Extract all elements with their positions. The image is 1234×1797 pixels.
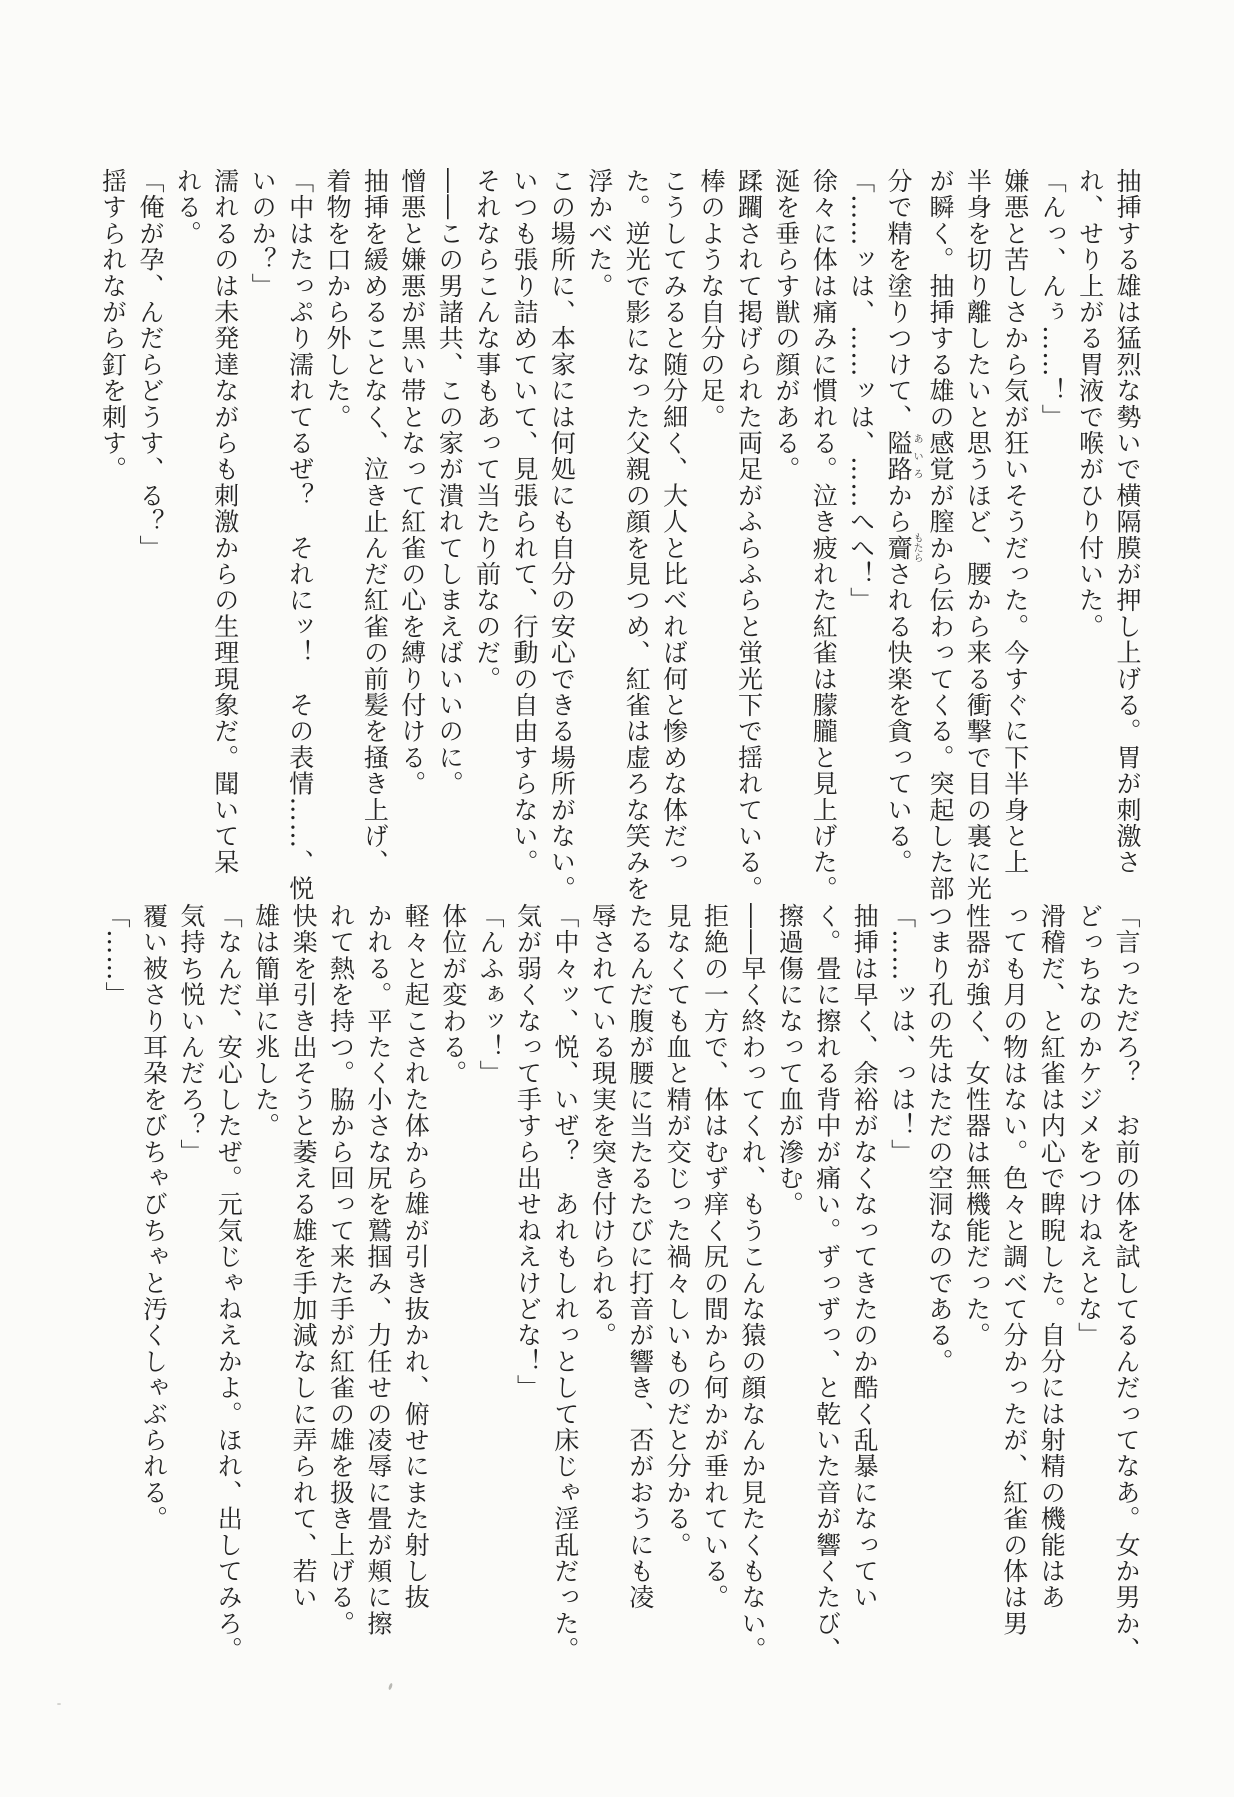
text-column: 辱されている現実を突き付けられる。: [588, 903, 618, 1349]
text-column: 拒絶の一方で、体はむず痒く尻の間から何かが垂れている。: [700, 903, 730, 1611]
scan-speck: [57, 1703, 61, 1705]
text-column: 「なんだ、安心したぜ。元気じゃねえかよ。ほれ、出してみろ。: [214, 903, 244, 1663]
text-column: 擦過傷になって血が滲む。: [775, 903, 805, 1218]
text-column: 分で精を塗りつけて、隘路あいろから齎もたらされる快楽を貪っている。: [884, 168, 923, 876]
text-column: 見なくても血と精が交じった禍々しいものだと分かる。: [663, 903, 693, 1558]
text-column: れる。: [173, 168, 203, 247]
text-column: 「言っただろ？ お前の体を試してるんだってなあ。女か男か、: [1112, 903, 1141, 1663]
text-column: 「中々ッ、悦、いぜ？ あれもしれっとして床じゃ淫乱だった。: [550, 903, 580, 1663]
text-column: 嫌悪と苦しさから気が狂いそうだった。今すぐに下半身と上: [1000, 168, 1030, 876]
text-column: 「……ッは、……ッは、……へへ！」: [846, 168, 876, 614]
text-column: 涎を垂らす獣の顔がある。: [771, 168, 801, 483]
text-column: 蹂躙されて掲げられた両足がふらふらと蛍光下で揺れている。: [734, 168, 764, 902]
text-column: 濡れるのは未発達ながらも刺激からの生理現象だ。聞いて呆: [210, 168, 240, 876]
text-column: 「んっ、んぅ……！」: [1038, 168, 1068, 430]
text-column: 「……」: [102, 903, 132, 1008]
text-column: 気が弱くなって手すら出せねえけどな！」: [513, 903, 543, 1401]
text-column: く。畳に擦れる背中が痛い。ずっずっ、と乾いた音が響くたび、: [812, 903, 842, 1663]
text-column: 抽挿を緩めることなく、泣き止んだ紅雀の前髪を掻き上げ、: [360, 168, 390, 876]
text-column: 抽挿する雄は猛烈な勢いで横隔膜が押し上げる。胃が刺激さ: [1113, 168, 1142, 876]
text-column: 憎悪と嫌悪が黒い帯となって紅雀の心を縛り付ける。: [397, 168, 427, 797]
scan-speck: [388, 1683, 393, 1691]
text-column: 性器が強く、女性器は無機能だった。: [962, 903, 992, 1349]
text-column: 気持ち悦いんだろ？」: [176, 903, 206, 1165]
top-text-block: [94, 168, 1146, 902]
text-column: 「中はたっぷり濡れてるぜ？ それにッ！ その表情……、悦: [285, 168, 315, 902]
text-column: どっちなのかケジメをつけねえとな」: [1074, 903, 1104, 1349]
text-column: れて熱を持つ。脇から回って来た手が紅雀の雄を扱き上げる。: [326, 903, 356, 1637]
text-column: 徐々に体は痛みに慣れる。泣き疲れた紅雀は朦朧と見上げた。: [809, 168, 839, 902]
text-column: いのか？」: [248, 168, 278, 299]
text-column: かれる。平たく小さな尻を鷲掴み、力任せの凌辱に畳が頬に擦: [363, 903, 393, 1637]
text-column: 「んふぁッ！」: [476, 903, 506, 1087]
text-column: 揺すられながら釘を刺す。: [98, 168, 128, 483]
text-column: たるんだ腹が腰に当たるたびに打音が響き、否がおうにも凌: [625, 903, 655, 1611]
text-column: 覆い被さり耳朶をびちゃびちゃと汚くしゃぶられる。: [139, 903, 169, 1532]
text-column: 半身を切り離したいと思うほど、腰から来る衝撃で目の裏に光: [963, 168, 993, 902]
text-column: 棒のような自分の足。: [697, 168, 727, 430]
text-column: 滑稽だ、と紅雀は内心で睥睨した。自分には射精の機能はあ: [1037, 903, 1067, 1611]
text-column: 快楽を引き出そうと萎える雄を手加減なしに弄られて、若い: [289, 903, 319, 1611]
text-column: 抽挿は早く、余裕がなくなってきたのか酷く乱暴になってい: [850, 903, 880, 1611]
text-column: つまり孔の先はただの空洞なのである。: [924, 903, 954, 1375]
text-column: この場所に、本家には何処にも自分の安心できる場所がない。: [547, 168, 577, 902]
text-column: た。逆光で影になった父親の顔を見つめ、紅雀は虚ろな笑みを: [622, 168, 652, 902]
bottom-text-block: [98, 903, 1145, 1663]
text-column: 雄は簡単に兆した。: [251, 903, 281, 1139]
text-column: っても月の物はない。色々と調べて分かったが、紅雀の体は男: [999, 903, 1029, 1637]
text-column: 浮かべた。: [584, 168, 614, 299]
text-column: こうしてみると随分細く、大人と比べれば何と惨めな体だっ: [659, 168, 689, 876]
text-column: ――早く終わってくれ、もうこんな猿の顔なんか見たくもない。: [737, 903, 767, 1663]
text-column: ――この男諸共、この家が潰れてしまえばいいのに。: [435, 168, 465, 797]
text-column: 軽々と起こされた体から雄が引き抜かれ、俯せにまた射し抜: [401, 903, 431, 1611]
text-column: 体位が変わる。: [438, 903, 468, 1087]
text-column: 「……ッは、っは！」: [887, 903, 917, 1165]
text-column: それならこんな事もあって当たり前なのだ。: [472, 168, 502, 692]
text-column: いつも張り詰めていて、見張られて、行動の自由すらない。: [510, 168, 539, 876]
text-column: れ、せり上がる胃液で喉がひり付いた。: [1075, 168, 1105, 640]
text-column: 着物を口から外した。: [322, 168, 352, 430]
text-column: 「俺が孕、んだらどうす、る？」: [135, 168, 165, 561]
text-column: が瞬く。抽挿する雄の感覚が膣から伝わってくる。突起した部: [925, 168, 955, 902]
